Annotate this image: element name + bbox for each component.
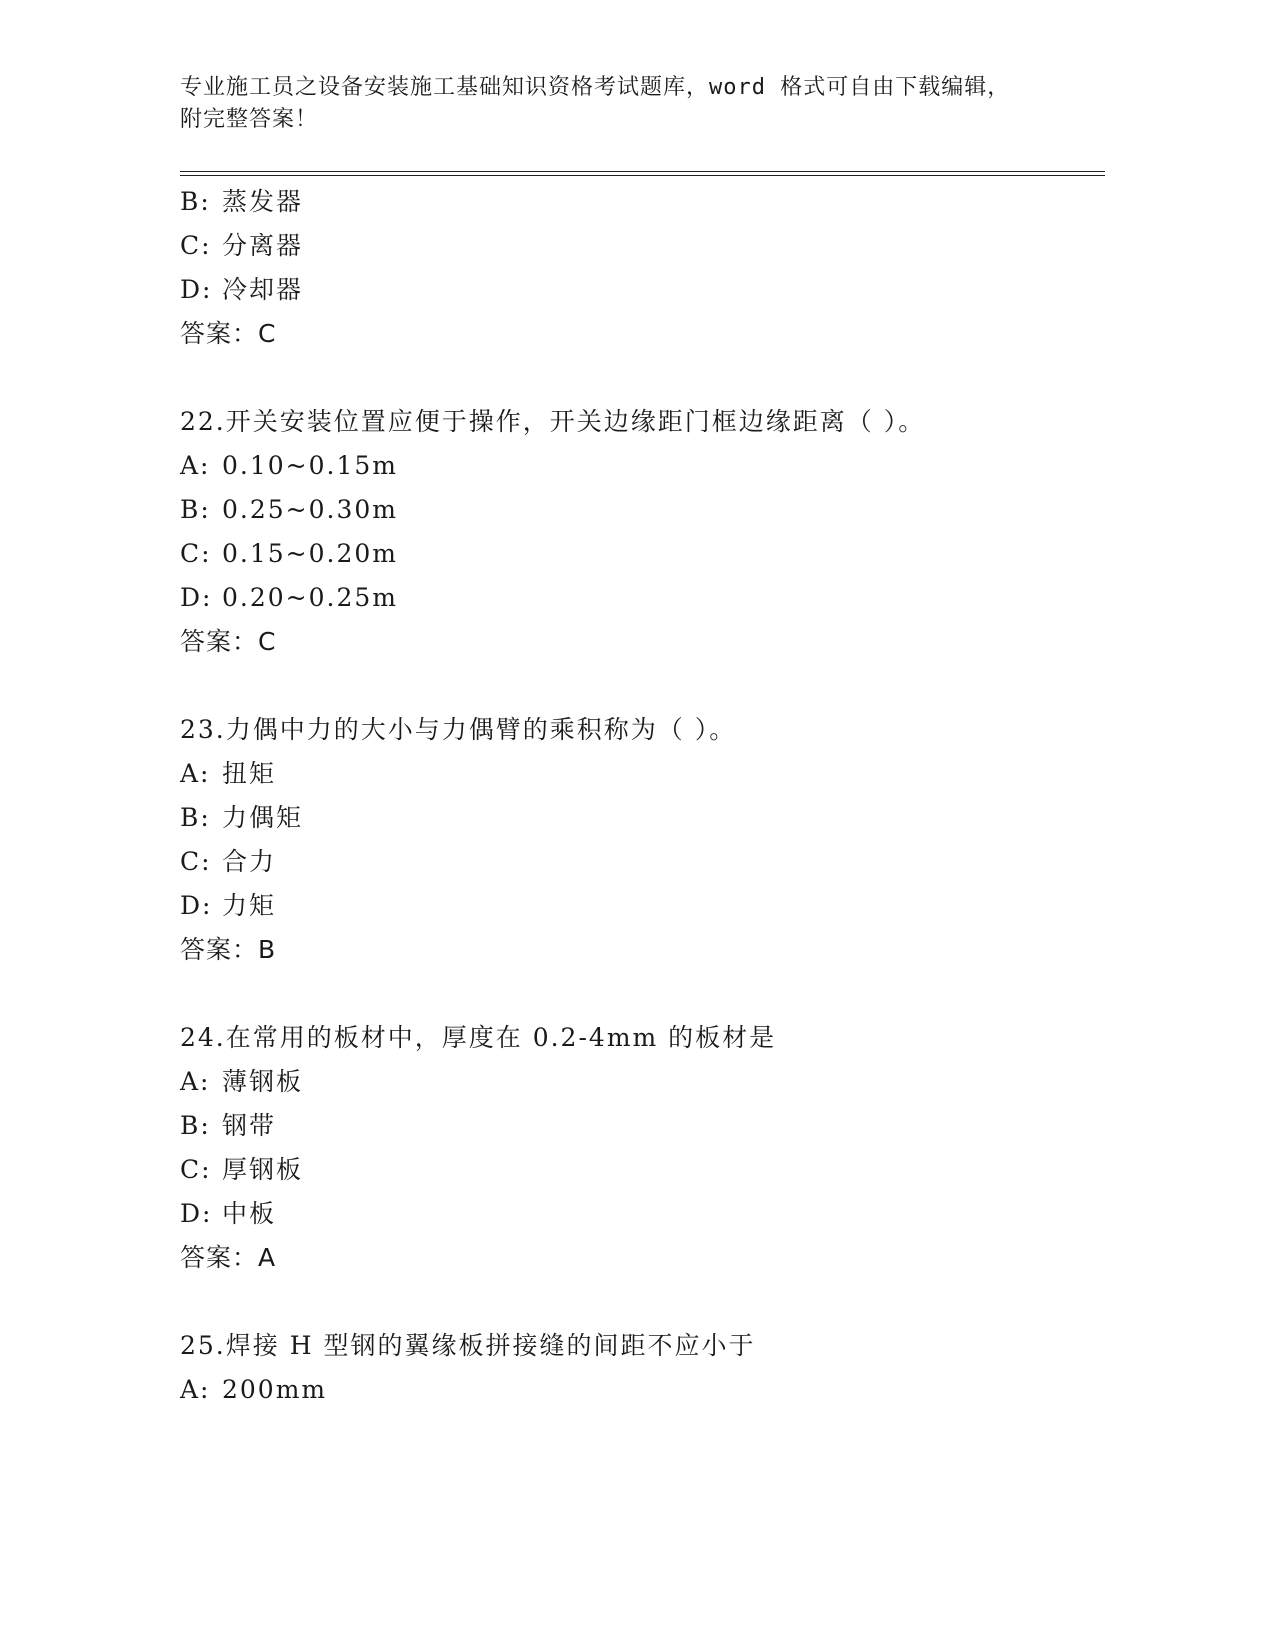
header-divider-bottom (180, 175, 1105, 176)
question-stem: 23.力偶中力的大小与力偶臂的乘积称为（ ）。 (180, 715, 737, 744)
option-a: A: 扭矩 (180, 759, 277, 788)
option-b: B: 钢带 (180, 1111, 277, 1140)
answer: 答案：C (180, 319, 277, 348)
question-list (180, 184, 1105, 1416)
option-d: D: 力矩 (180, 891, 277, 920)
option-b: B: 力偶矩 (180, 803, 304, 832)
question-25 (180, 1328, 1105, 1416)
document-header (180, 72, 1060, 136)
option-c: C: 厚钢板 (180, 1155, 304, 1184)
option-d: D: 0.20~0.25m (180, 583, 398, 612)
option-a: A: 0.10~0.15m (180, 451, 398, 480)
question-22 (180, 404, 1105, 668)
answer: 答案：B (180, 935, 277, 964)
option-c: C: 分离器 (180, 231, 304, 260)
option-b: B: 0.25~0.30m (180, 495, 398, 524)
option-b: B: 蒸发器 (180, 187, 304, 216)
option-c: C: 0.15~0.20m (180, 539, 398, 568)
answer: 答案：A (180, 1243, 277, 1272)
question-stem: 25.焊接 H 型钢的翼缘板拼接缝的间距不应小于 (180, 1331, 756, 1360)
question-stem: 22.开关安装位置应便于操作，开关边缘距门框边缘距离（ ）。 (180, 407, 926, 436)
option-a: A: 薄钢板 (180, 1067, 304, 1096)
header-line-1: 专业施工员之设备安装施工基础知识资格考试题库，word 格式可自由下载编辑， (180, 75, 1011, 100)
question-24 (180, 1020, 1105, 1284)
option-d: D: 冷却器 (180, 275, 304, 304)
answer: 答案：C (180, 627, 277, 656)
question-partial (180, 184, 1105, 360)
option-a: A: 200mm (180, 1375, 328, 1404)
header-line-2: 附完整答案！ (180, 107, 319, 132)
question-23 (180, 712, 1105, 976)
question-stem: 24.在常用的板材中，厚度在 0.2-4mm 的板材是 (180, 1023, 777, 1052)
option-d: D: 中板 (180, 1199, 277, 1228)
header-divider-top (180, 171, 1105, 172)
option-c: C: 合力 (180, 847, 277, 876)
